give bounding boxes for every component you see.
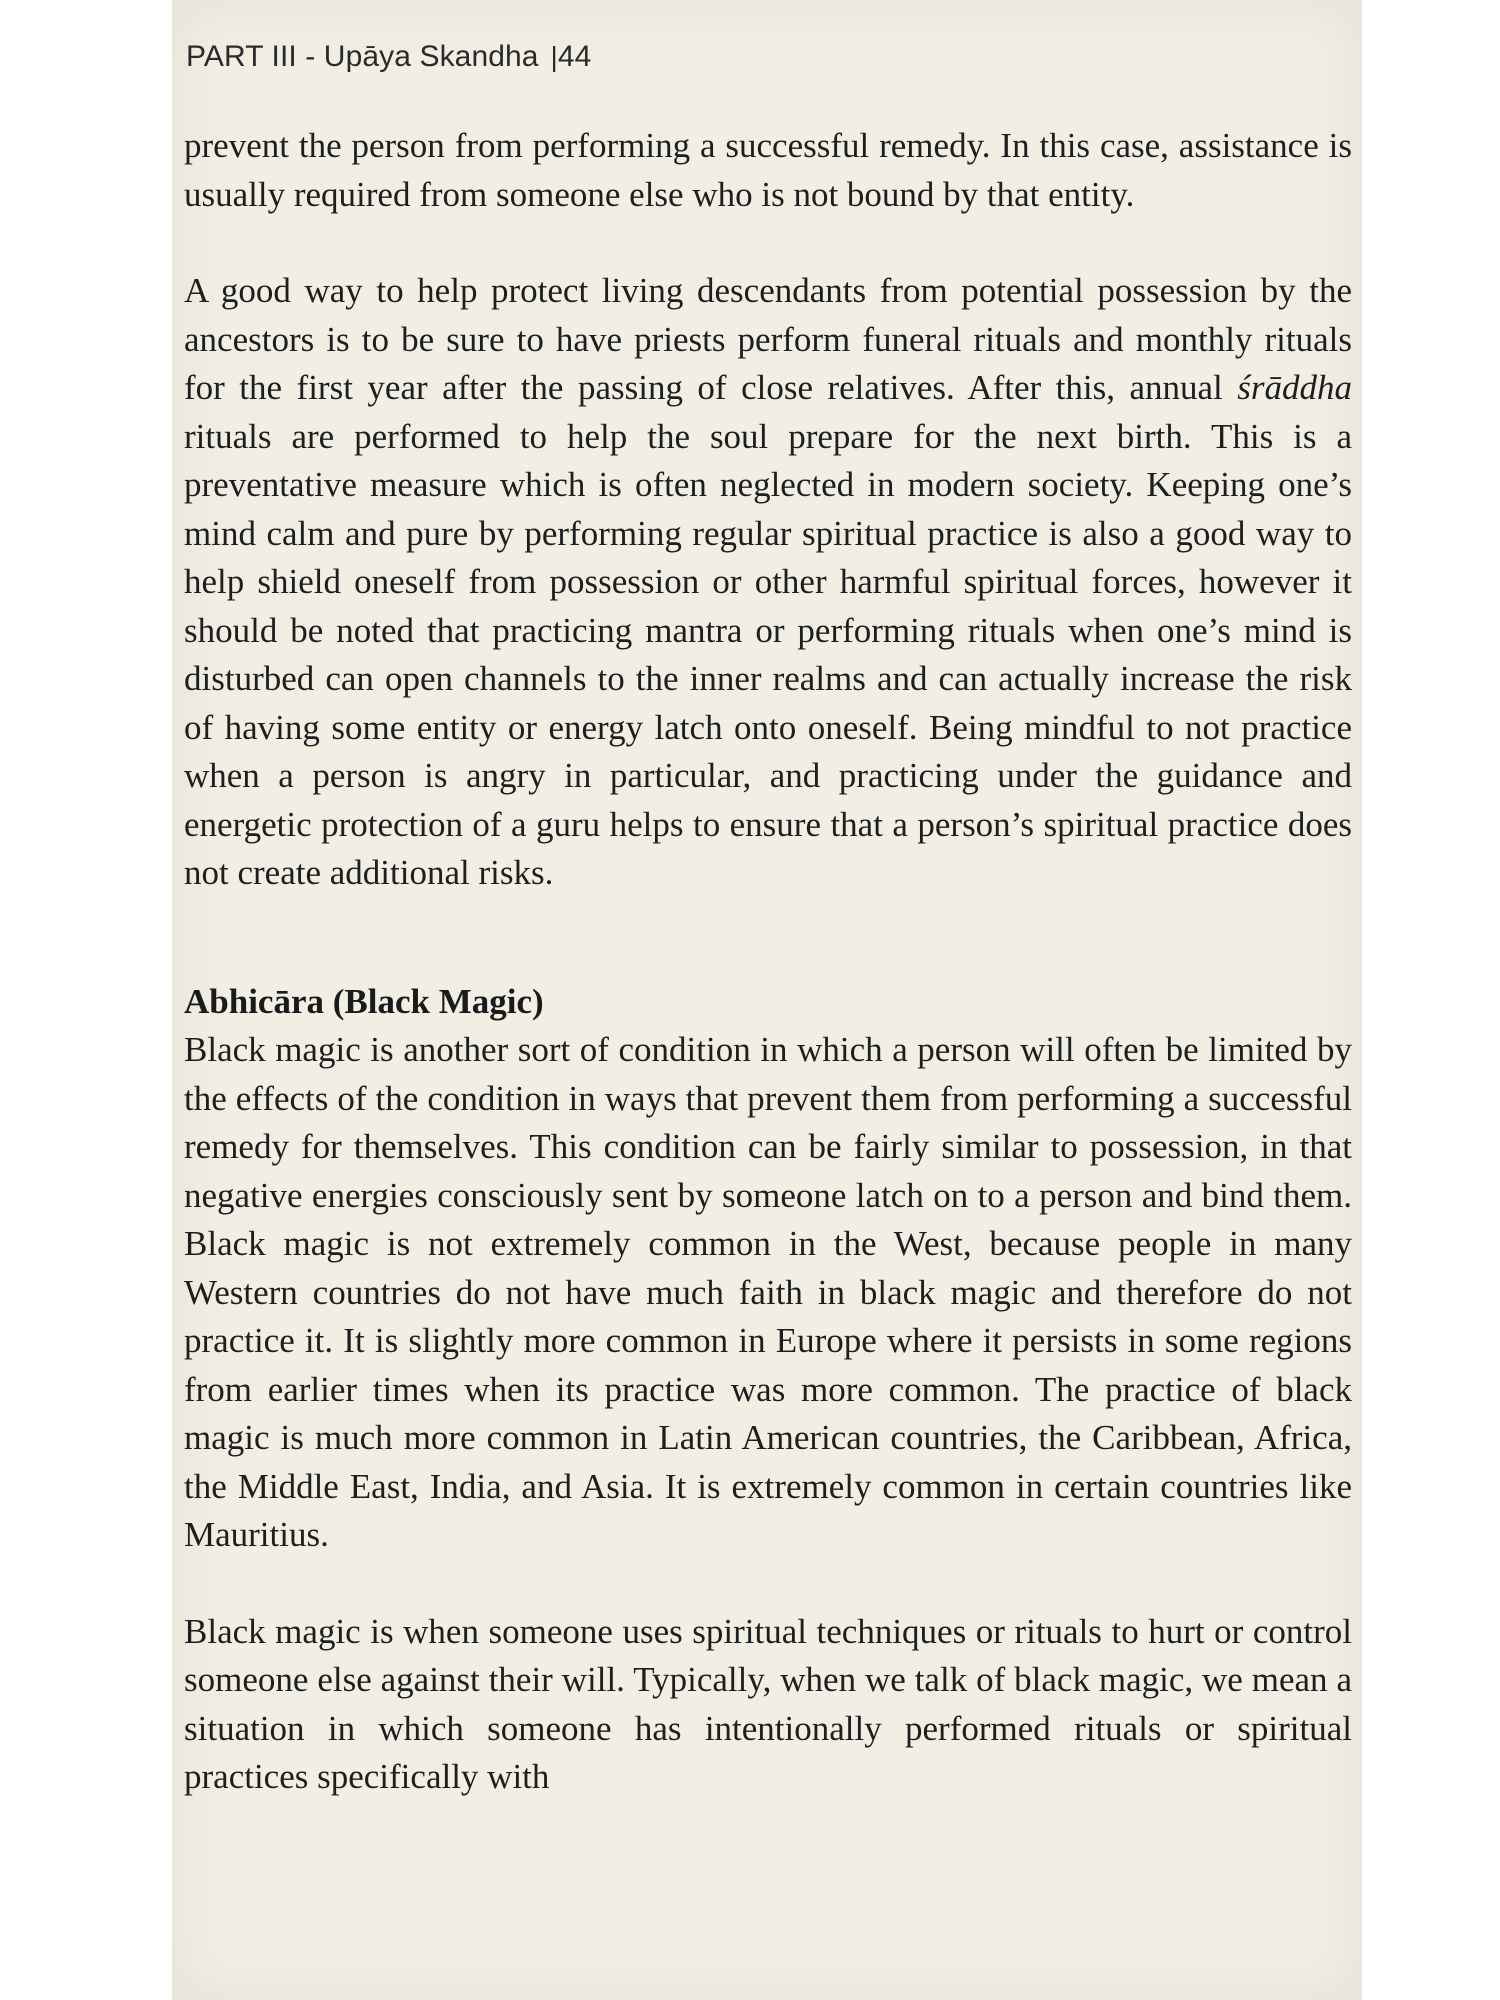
header-title: PART III - Upāya Skandha <box>186 40 539 73</box>
paragraph-2-part-a: A good way to help protect living descendants from potential possession by the ancestors is to be sure to have priests perform funeral rituals and monthly rituals for the first year after the passing of close relatives. After this, annual <box>184 271 1352 407</box>
sraddha-term: śrāddha <box>1237 368 1352 407</box>
header-separator: | <box>542 41 558 72</box>
paragraph-3: Black magic is another sort of condition in which a person will often be limited by the effects of the condition in ways that prevent them from performing a successful remedy for themselves. This condition can be fairly similar to possession, in that negative energies consciously sent by someone latch on to a person and bind them. Black magic is not extremely common in the West, because people in many Western countries do not have much faith in black magic and therefore do not practice it. It is slightly more common in Europe where it persists in some regions from earlier times when its practice was more common. The practice of black magic is much more common in Latin American countries, the Caribbean, Africa, the Middle East, India, and Asia. It is extremely common in certain countries like Mauritius. <box>184 1030 1352 1554</box>
paragraph-2-part-b: rituals are performed to help the soul prepare for the next birth. This is a preventative measure which is often neglected in modern society. Keeping one’s mind calm and pure by performing regular spiritual practice is also a good way to help shield oneself from possession or other harmful spiritual forces, however it should be noted that practicing mantra or performing rituals when one’s mind is disturbed can open channels to the inner realms and can actually increase the risk of having some entity or energy latch onto oneself. Being mindful to not practice when a person is angry in particular, and practicing under the guidance and energetic protection of a guru helps to ensure that a person’s spiritual practice does not create additional risks. <box>184 416 1352 892</box>
paragraph-2 <box>184 267 1352 898</box>
paragraph-1: prevent the person from performing a successful remedy. In this case, assistance is usually required from someone else who is not bound by that entity. <box>184 126 1352 214</box>
body-text <box>184 122 1352 1802</box>
page-number: 44 <box>557 40 592 73</box>
section-heading: Abhicāra (Black Magic) <box>184 981 544 1021</box>
running-header <box>186 40 591 74</box>
paragraph-4: Black magic is when someone uses spiritual techniques or rituals to hurt or control someone else against their will. Typically, when we talk of black magic, we mean a situation in which someone has intentionally performed rituals or spiritual practices specifically with <box>184 1611 1352 1796</box>
book-page <box>172 0 1362 2000</box>
